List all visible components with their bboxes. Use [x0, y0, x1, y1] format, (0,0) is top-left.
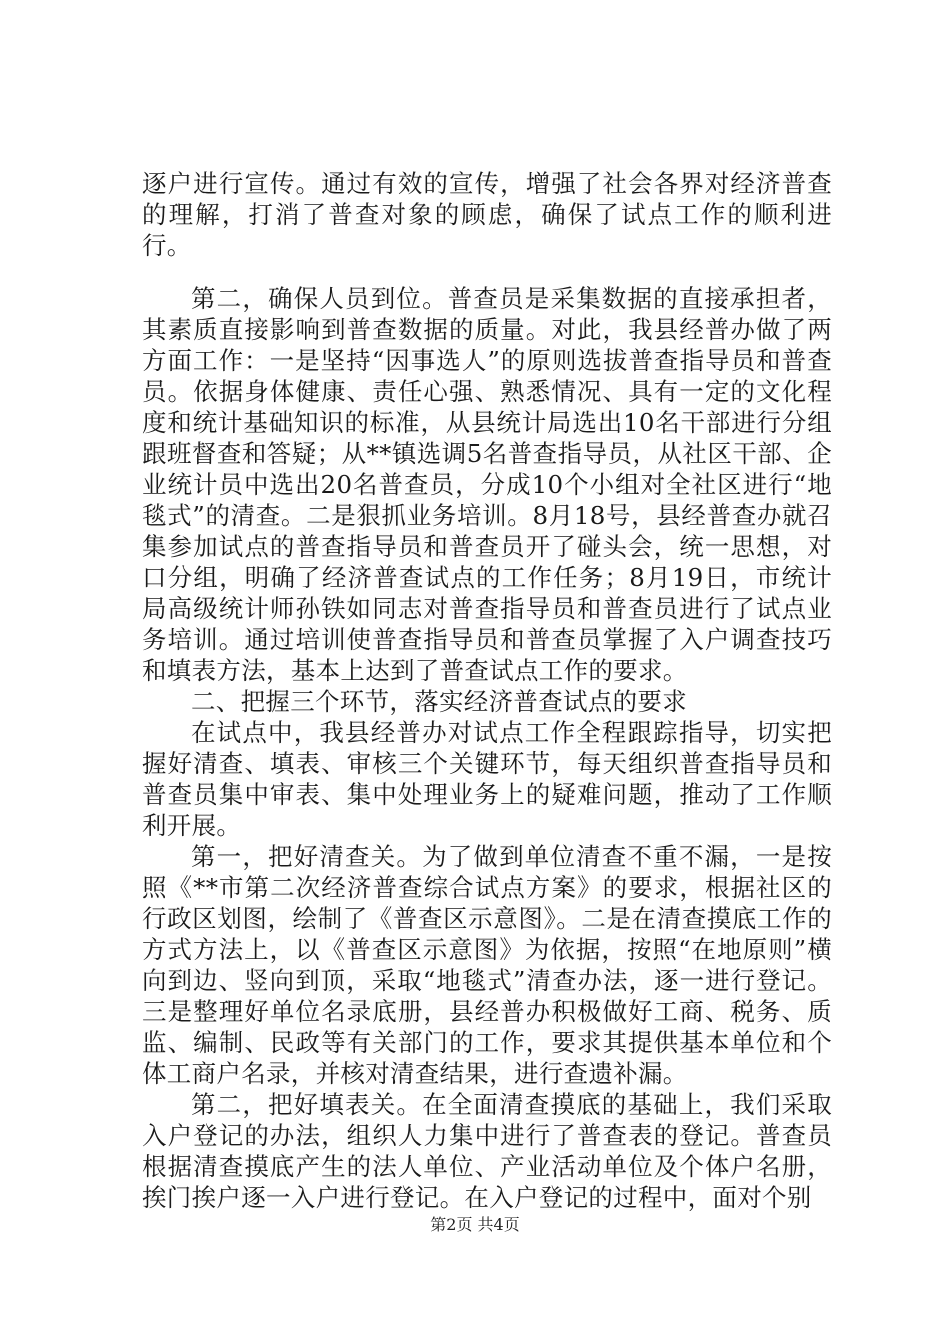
section-heading: 二、把握三个环节，落实经济普查试点的要求 [191, 687, 687, 716]
page-number-footer: 第2页 共4页 [430, 1215, 520, 1234]
paragraph-publicity: 逐户进行宣传。通过有效的宣传，增强了社会各界对经济普查的理解，打消了普查对象的顾虑，确保了试点工作的顺利进行。 [142, 169, 832, 260]
paragraph-check: 第一，把好清查关。为了做到单位清查不重不漏，一是按照《**市第二次经济普查综合试点方案》的要求，根据社区的行政区划图，绘制了《普查区示意图》。二是在清查摸底工作的方式方法上，以《普查区示意图》为依据，按照“在地原则”横向到边、竖向到顶，采取“地毯式”清查办法，逐一进行登记。三是整理好单位名录底册，县经普办积极做好工商、税务、质监、编制、民政等有关部门的工作，要求其提供基本单位和个体工商户名录，并核对清查结果，进行查遗补漏。 [142, 842, 832, 1088]
document-body [142, 168, 832, 1213]
paragraph-pilot-guidance: 在试点中，我县经普办对试点工作全程跟踪指导，切实把握好清查、填表、审核三个关键环节，每天组织普查指导员和普查员集中审表、集中处理业务上的疑难问题，推动了工作顺利开展。 [142, 718, 832, 840]
paragraph-form-filling: 第二，把好填表关。在全面清查摸底的基础上，我们采取入户登记的办法，组织人力集中进行了普查表的登记。普查员根据清查摸底产生的法人单位、产业活动单位及个体户名册，挨门挨户逐一入户进行登记。在入户登记的过程中，面对个别 [142, 1090, 832, 1212]
paragraph-personnel: 第二，确保人员到位。普查员是采集数据的直接承担者，其素质直接影响到普查数据的质量。对此，我县经普办做了两方面工作：一是坚持“因事选人”的原则选拔普查指导员和普查员。依据身体健康、责任心强、熟悉情况、具有一定的文化程度和统计基础知识的标准，从县统计局选出10名干部进行分组跟班督查和答疑；从**镇选调5名普查指导员，从社区干部、企业统计员中选出20名普查员，分成10个小组对全社区进行“地毯式”的清查。二是狠抓业务培训。8月18号，县经普查办就召集参加试点的普查指导员和普查员开了碰头会，统一思想，对口分组，明确了经济普查试点的工作任务；8月19日，市统计局高级统计师孙铁如同志对普查指导员和普查员进行了试点业务培训。通过培训使普查指导员和普查员掌握了入户调查技巧和填表方法，基本上达到了普查试点工作的要求。 [142, 284, 832, 685]
